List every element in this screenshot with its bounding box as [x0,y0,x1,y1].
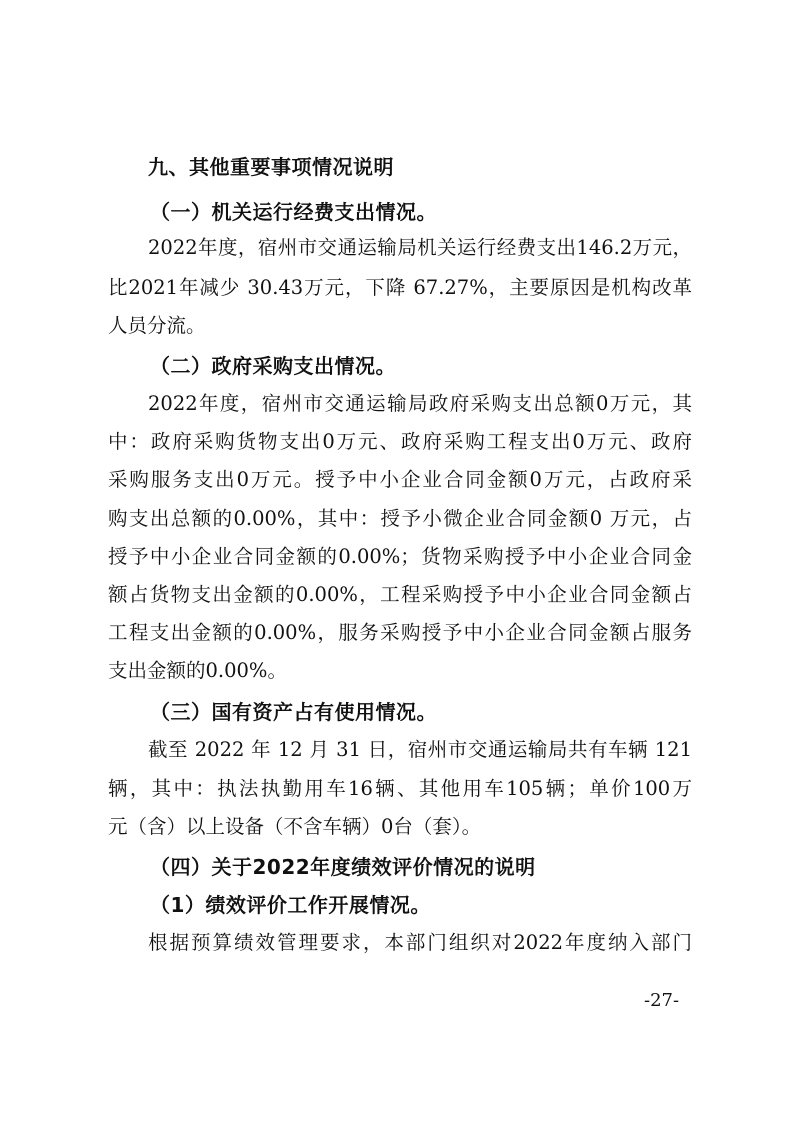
subsection-heading-4: （四）关于2022年度绩效评价情况的说明 [150,855,536,879]
paragraph-line: 2022年度，宿州市交通运输局政府采购支出总额0万元，其 [148,392,692,415]
paragraph-line: 截至 2022 年 12 月 31 日，宿州市交通运输局共有车辆 121 [148,738,692,761]
paragraph-line: 工程支出金额的0.00%，服务采购授予中小企业合同金额占服务 [108,621,692,644]
paragraph-line: 辆，其中：执法执勤用车16辆、其他用车105辆；单价100万 [108,777,692,800]
paragraph-line: 支出金额的0.00%。 [108,659,287,682]
paragraph-line: 中：政府采购货物支出0万元、政府采购工程支出0万元、政府 [108,430,692,453]
paragraph-line: 购支出总额的0.00%，其中：授予小微企业合同金额0 万元，占 [108,507,692,530]
subsection-heading-1: （一）机关运行经费支出情况。 [150,200,437,224]
paragraph-line: 授予中小企业合同金额的0.00%；货物采购授予中小企业合同金 [108,545,692,568]
paragraph-line: 元（含）以上设备（不含车辆）0台（套）。 [108,815,482,838]
section-heading-nine: 九、其他重要事项情况说明 [148,155,394,179]
paragraph-line: 额占货物支出金额的0.00%，工程采购授予中小企业合同金额占 [108,583,692,606]
paragraph-line: 根据预算绩效管理要求，本部门组织对2022年度纳入部门 [148,931,692,954]
paragraph-line: 人员分流。 [108,314,206,337]
page-number: -27- [644,990,680,1011]
subsection-heading-4-1: （1）绩效评价工作开展情况。 [150,893,431,917]
subsection-heading-2: （二）政府采购支出情况。 [150,354,396,378]
paragraph-line: 采购服务支出0万元。授予中小企业合同金额0万元，占政府采 [108,468,692,491]
paragraph-line: 2022年度，宿州市交通运输局机关运行经费支出146.2万元， [148,236,692,259]
subsection-heading-3: （三）国有资产占有使用情况。 [150,700,437,724]
paragraph-line: 比2021年减少 30.43万元，下降 67.27%，主要原因是机构改革 [108,276,692,299]
